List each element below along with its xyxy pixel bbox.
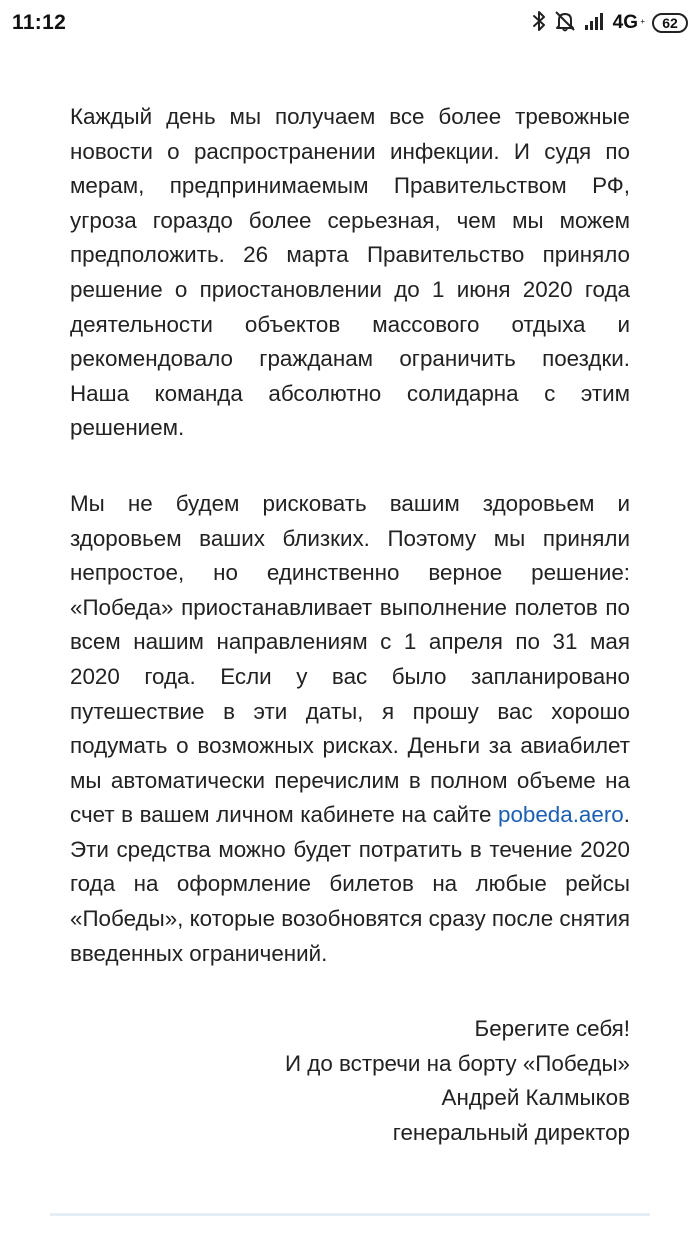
paragraph-2-text-after-link: . Эти средства можно будет потратить в течение 2020 года на оформление билетов на любые рейсы «Победы», которые возобновятся сразу после снятия введенных ограничений. — [70, 802, 630, 966]
signature-block — [70, 1012, 630, 1150]
status-bar — [0, 0, 700, 48]
letter-paragraph-1: Каждый день мы получаем все более тревожные новости о распространении инфекции. И судя по мерам, предпринимаемым Правительством РФ, угроза гораздо более серьезная, чем мы можем предположить. 26 марта Правительство приняло решение о приостановлении до 1 июня 2020 года деятельности объектов массового отдыха и рекомендовало гражданам ограничить поездки. Наша команда абсолютно солидарна с этим решением. — [70, 104, 630, 441]
notifications-off-icon — [553, 10, 577, 37]
bottom-divider — [50, 1213, 650, 1216]
signature-name: Андрей Калмыков — [441, 1085, 630, 1111]
network-activity-indicator: + — [640, 17, 645, 26]
battery-level: 62 — [662, 15, 678, 31]
network-type-label — [612, 12, 645, 34]
signature-greeting: И до встречи на борту «Победы» — [284, 1050, 630, 1076]
signal-strength-icon — [584, 11, 606, 36]
pobeda-aero-link[interactable]: pobeda.aero — [498, 802, 624, 828]
battery-icon — [652, 13, 688, 33]
letter-paragraph-2 — [70, 487, 630, 971]
status-icons — [525, 10, 688, 36]
signature-position: генеральный директор — [392, 1120, 630, 1146]
status-time: 11:12 — [12, 11, 67, 34]
signature-farewell: Берегите себя! — [474, 1016, 630, 1042]
bluetooth-icon — [532, 10, 546, 37]
network-type-text: 4G — [612, 12, 638, 33]
letter-content — [70, 100, 630, 1151]
paragraph-2-text-before-link: Мы не будем рисковать вашим здоровьем и здоровьем ваших близких. Поэтому мы приняли непростое, но единственно верное решение: «Победа» приостанавливает выполнение полетов по всем нашим направлениям с 1 апреля по 31 мая 2020 года. Если у вас было запланировано путешествие в эти даты, я прошу вас хорошо подумать о возможных рисках. Деньги за авиабилет мы автоматически перечислим в полном объеме на счет в вашем личном кабинете на сайте — [70, 490, 630, 828]
